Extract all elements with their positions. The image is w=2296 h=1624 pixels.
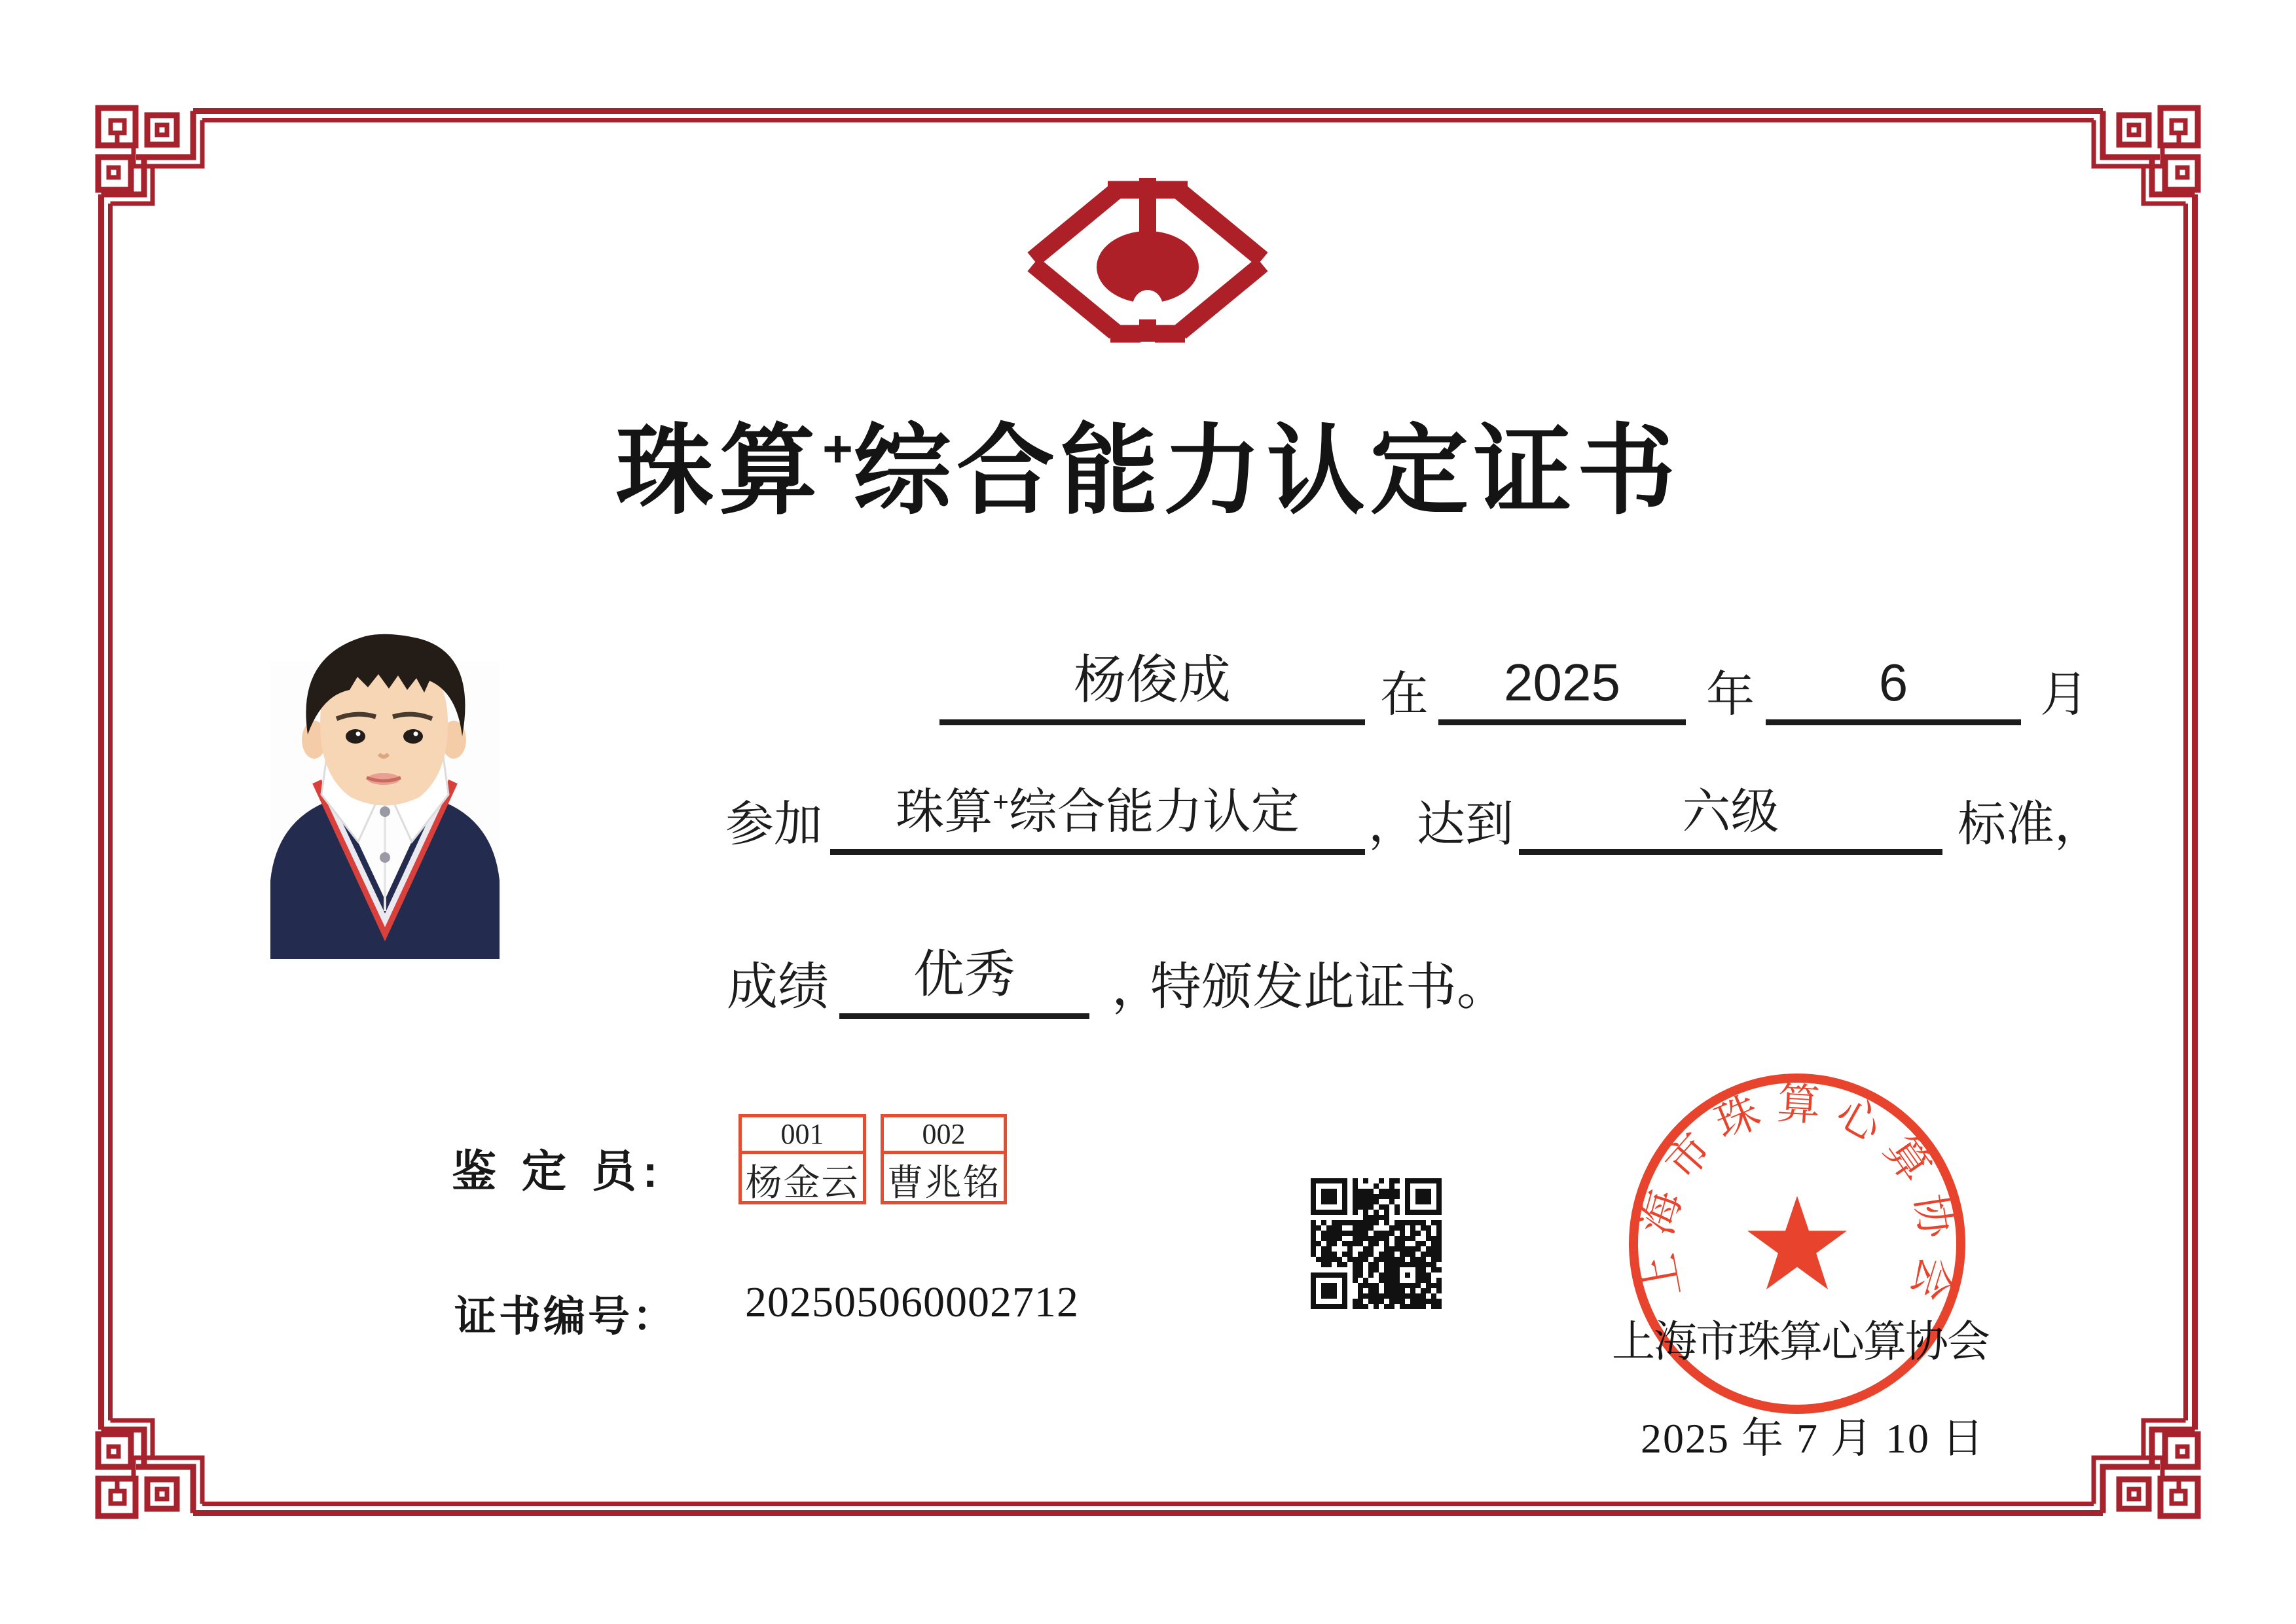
text-canjia: 参加 — [725, 797, 822, 851]
issuer-org-name: 上海市珠算心算协会 — [1612, 1317, 1989, 1365]
grade-value: 优秀 — [913, 945, 1015, 1003]
examiner-2-number: 002 — [884, 1117, 1004, 1154]
program-name: 珠算+综合能力认定 — [896, 784, 1300, 839]
issue-date: 2025 年 7 月 10 日 — [1641, 1415, 1985, 1462]
text-year-unit: 年 — [1706, 667, 1755, 721]
examiner-1-name: 杨金云 — [745, 1163, 860, 1204]
cert-no-label: 证书编号： — [454, 1293, 677, 1340]
text-zai: 在 — [1380, 667, 1429, 721]
text-chengji: 成绩 — [727, 958, 829, 1015]
title-suffix: 综合能力认定证书 — [852, 416, 1681, 526]
examiner-label: 鉴 定 员: — [452, 1147, 665, 1197]
text-dadao: 达到 — [1417, 797, 1514, 851]
month-value: 6 — [1878, 653, 1908, 712]
program-superscript-plus: + — [993, 786, 1009, 817]
text-issue-statement: 特颁发此证书。 — [1150, 958, 1508, 1015]
title-prefix: 珠算 — [615, 416, 823, 526]
seal-arc-text: 上海市珠算心算协会 — [1631, 1078, 1963, 1319]
examiner-2-name: 曹兆铭 — [886, 1163, 1001, 1204]
seal-star — [1747, 1196, 1847, 1290]
text-month-unit: 月 — [2040, 667, 2088, 721]
title-superscript-plus: + — [822, 420, 853, 478]
text-biaozhun: 标准， — [1958, 797, 2103, 851]
comma-2: ， — [1112, 958, 1163, 1015]
examiner-1-number: 001 — [742, 1117, 863, 1154]
holder-name: 杨俊成 — [1074, 651, 1231, 709]
comma-1: ， — [1368, 797, 1417, 851]
level-value: 六级 — [1682, 784, 1779, 839]
year-value: 2025 — [1504, 653, 1620, 712]
cert-no-value: 202505060002712 — [745, 1278, 1079, 1326]
